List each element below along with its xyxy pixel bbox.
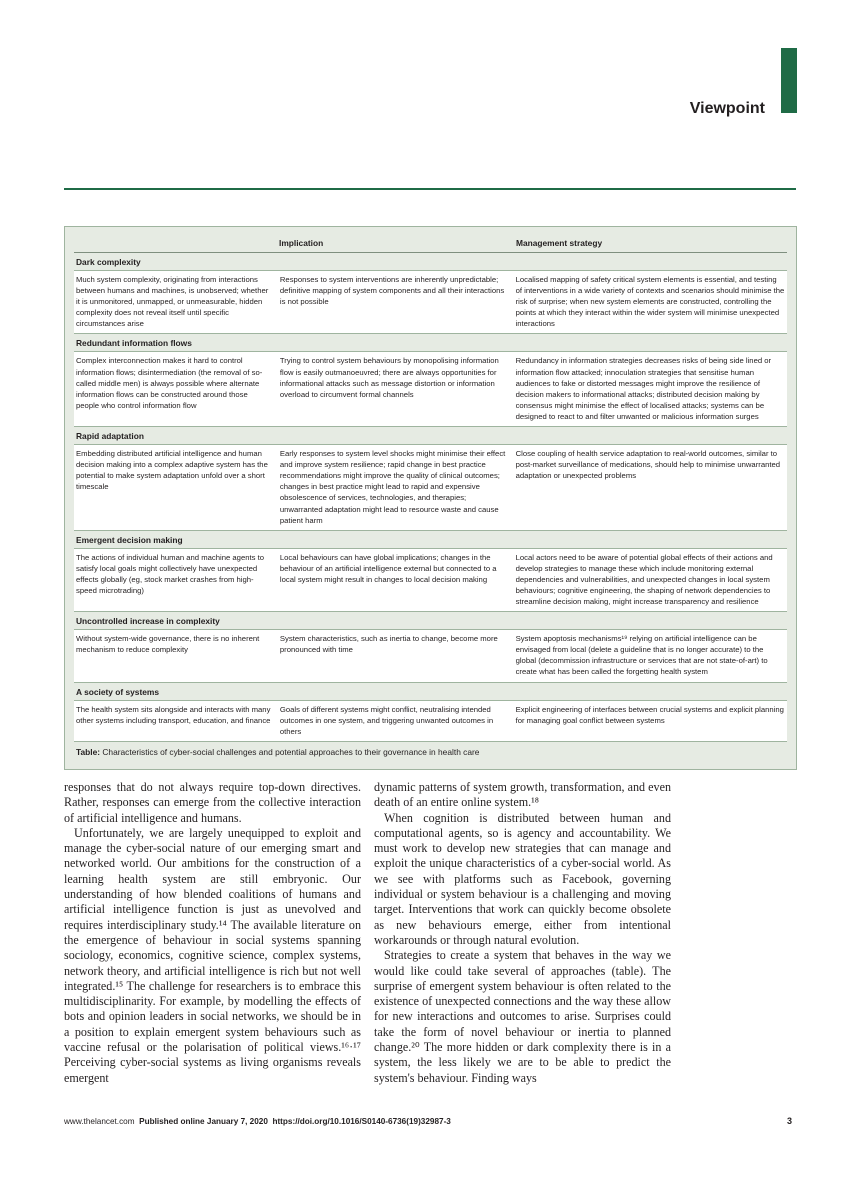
table-cell-challenge: The health system sits alongside and interacts with many other systems including transport, education, and finance (76, 704, 271, 725)
table-cell-challenge: Embedding distributed artificial intelligence and human decision making into a complex adaptive system has the potential to make system adaptation unfold over a short timescale (76, 449, 268, 492)
table-cell-strategy: Localised mapping of safety critical system elements is essential, and testing of interventions in a wide variety of contexts and scenarios should minimise the risk of surprise; when new system elements are constructed, controlling the points at which they interact within the wider system will minimise unexpected interactions (515, 275, 785, 329)
table-row (74, 271, 787, 334)
table-header-strategy: Management strategy (516, 238, 603, 248)
page-footer (64, 1117, 451, 1126)
body-column-left (64, 780, 361, 1086)
table-row (74, 630, 787, 682)
body-paragraph: When cognition is distributed between human and computational agents, so is agency and accountability. We must work to develop new strategies that can manage and exploit the unique characteristics of a cyber-social world. As we see with platforms such as Facebook, governing individual or system behaviour is a challenging and moving target. Interventions that work can quickly become obsolete as new behaviours emerge, either from intentional workarounds or through natural evolution. (374, 810, 671, 947)
table-cell-challenge: Much system complexity, originating from interactions between humans and machines, is unobserved; whether it is unmonitored, unmapped, or unmeasurable, hidden complexity does not reveal itself until specific circumstances arise (76, 275, 269, 329)
table-cell-implication: System characteristics, such as inertia to change, become more pronounced with time (279, 634, 498, 655)
table-cell-implication: Trying to control system behaviours by monopolising information flow is easily outmanoeuvred; there are always opportunities for informational attacks such as message distortion or information overload to circumvent formal channels (279, 356, 499, 399)
table-cell-challenge: Without system-wide governance, there is no inherent mechanism to reduce complexity (76, 634, 260, 655)
table-category-row: Rapid adaptation (74, 427, 787, 445)
table-category-row: Redundant information flows (74, 334, 787, 352)
table-cell-implication: Local behaviours can have global implications; changes in the behaviour of an artificial intelligence external but connected to a local system might result in changes to local decision making (279, 552, 497, 584)
table-body (74, 253, 787, 742)
body-paragraph: Unfortunately, we are largely unequipped to exploit and manage the cyber-social nature of our emerging smart and networked world. Our ambitions for the construction of a learning health system are still embryonic. Our understanding of how blended coalitions of humans and artificial intelligence function is just as unevolved and requires interdisciplinary study.¹⁴ The available literature on the emergence of behaviour in social systems spanning sociology, economics, cognitive science, complex systems, network theory, and artificial intelligence is rich but not well integrated.¹⁵ The challenge for researchers is to embrace this multidisciplinarity. For example, by modelling the effects of bots and opinion leaders in social networks, we should be in a position to explain emergent system behaviours such as vaccine refusal or the polarisation of political views.¹⁶·¹⁷ Perceiving cyber-social systems as living organisms reveals emergent (64, 825, 361, 1085)
body-paragraph: responses that do not always require top-down directives. Rather, responses can emerge from the collective interaction of artificial intelligence and humans. (64, 780, 361, 825)
table-cell-challenge: The actions of individual human and machine agents to satisfy local goals might collectively have unexpected effects globally (eg, stock market crashes from high-speed microtrading) (76, 552, 265, 595)
table-cell-implication: Responses to system interventions are inherently unpredictable; definitive mapping of system components and all their interactions is not possible (279, 275, 505, 307)
body-paragraph: dynamic patterns of system growth, transformation, and even death of an entire online system.¹⁸ (374, 780, 671, 810)
body-paragraph: Strategies to create a system that behaves in the way we would like could take several of approaches (table). The surprise of emergent system behaviour is often related to the existence of unexpected connections and the way these allow for new interactions and outcomes to arise. Surprises could take the form of novel behaviour or inertia to planned change.²⁰ The more hidden or dark complexity there is in a system, the less likely we are to be able to predict the system's behaviour. Finding ways (374, 948, 671, 1085)
table-row (74, 549, 787, 612)
body-column-right (374, 780, 671, 1086)
table-category-row: Emergent decision making (74, 531, 787, 549)
page-number: 3 (786, 1116, 792, 1126)
table-row (74, 445, 787, 531)
table-cell-strategy: Explicit engineering of interfaces between crucial systems and explicit planning for managing goal conflict between systems (515, 704, 784, 725)
governance-table (74, 229, 787, 757)
footer-site-link[interactable]: www.thelancet.com (64, 1117, 135, 1126)
table-caption-text: Characteristics of cyber-social challenges and potential approaches to their governance in health care (100, 746, 480, 757)
table-category-row: Dark complexity (74, 253, 787, 271)
table-cell-implication: Early responses to system level shocks might minimise their effect and improve system resilience; rapid change in best practice recommendations might improve the quality of clinical outcomes; changes in best practice might lead to rapid and expensive obsolescence of services, technologies, and therapies; unwarranted adaptation might lead to resource waste and cause patient harm (279, 449, 506, 525)
table-cell-implication: Goals of different systems might conflict, neutralising intended outcomes in one system, and triggering unwanted outcomes in others (279, 704, 494, 736)
table-header-implication: Implication (279, 238, 324, 248)
table-cell-strategy: Local actors need to be aware of potential global effects of their actions and develop strategies to manage these which include monitoring external dependencies and vulnerabilities, and unexpected changes in local system behaviours; cognitive engineering, the shaping of network dependencies to streamline decision making, might increase transparency and resilience (515, 552, 773, 607)
table-header-row (74, 229, 787, 253)
table-category-row: A society of systems (74, 683, 787, 701)
table-row (74, 701, 787, 742)
table-cell-challenge: Complex interconnection makes it hard to control information flows; disintermediation (the removal of so-called middle men) is always possible where alternate information flows can be constructed around those people who control information flow (76, 356, 263, 410)
table-row (74, 352, 787, 427)
section-color-tab (781, 48, 797, 113)
table-caption-label: Table: (76, 746, 101, 757)
table-cell-strategy: Close coupling of health service adaptation to real-world outcomes, similar to post-market surveillance of medications, should help to minimise unwarranted adaptation or unexpected problems (515, 449, 781, 481)
header-rule (64, 188, 796, 190)
table-cell-strategy: System apoptosis mechanisms¹⁹ relying on artificial intelligence can be envisaged from local (delete a guideline that is no longer accurate) to the global (decommission infrastructure or services that are not state-of-art) to create what has been called the forgetting health system (515, 634, 768, 677)
table-category-row: Uncontrolled increase in complexity (74, 612, 787, 630)
section-label: Viewpoint (689, 100, 765, 117)
table-cell-strategy: Redundancy in information strategies decreases risks of being side lined or information flow attacked; innoculation strategies that sensitise human audiences to fake or distorted messages might improve the resilience of decision makers to informational attacks; distributed decision making by consensus might minimise the effect of localised attacks; systems can be designed to react to and filter unwanted or malicious information surges (515, 356, 772, 421)
table-caption (74, 742, 787, 757)
footer-doi-link[interactable]: https://doi.org/10.1016/S0140-6736(19)32987-3 (272, 1117, 451, 1126)
footer-published: Published online January 7, 2020 (139, 1117, 268, 1126)
